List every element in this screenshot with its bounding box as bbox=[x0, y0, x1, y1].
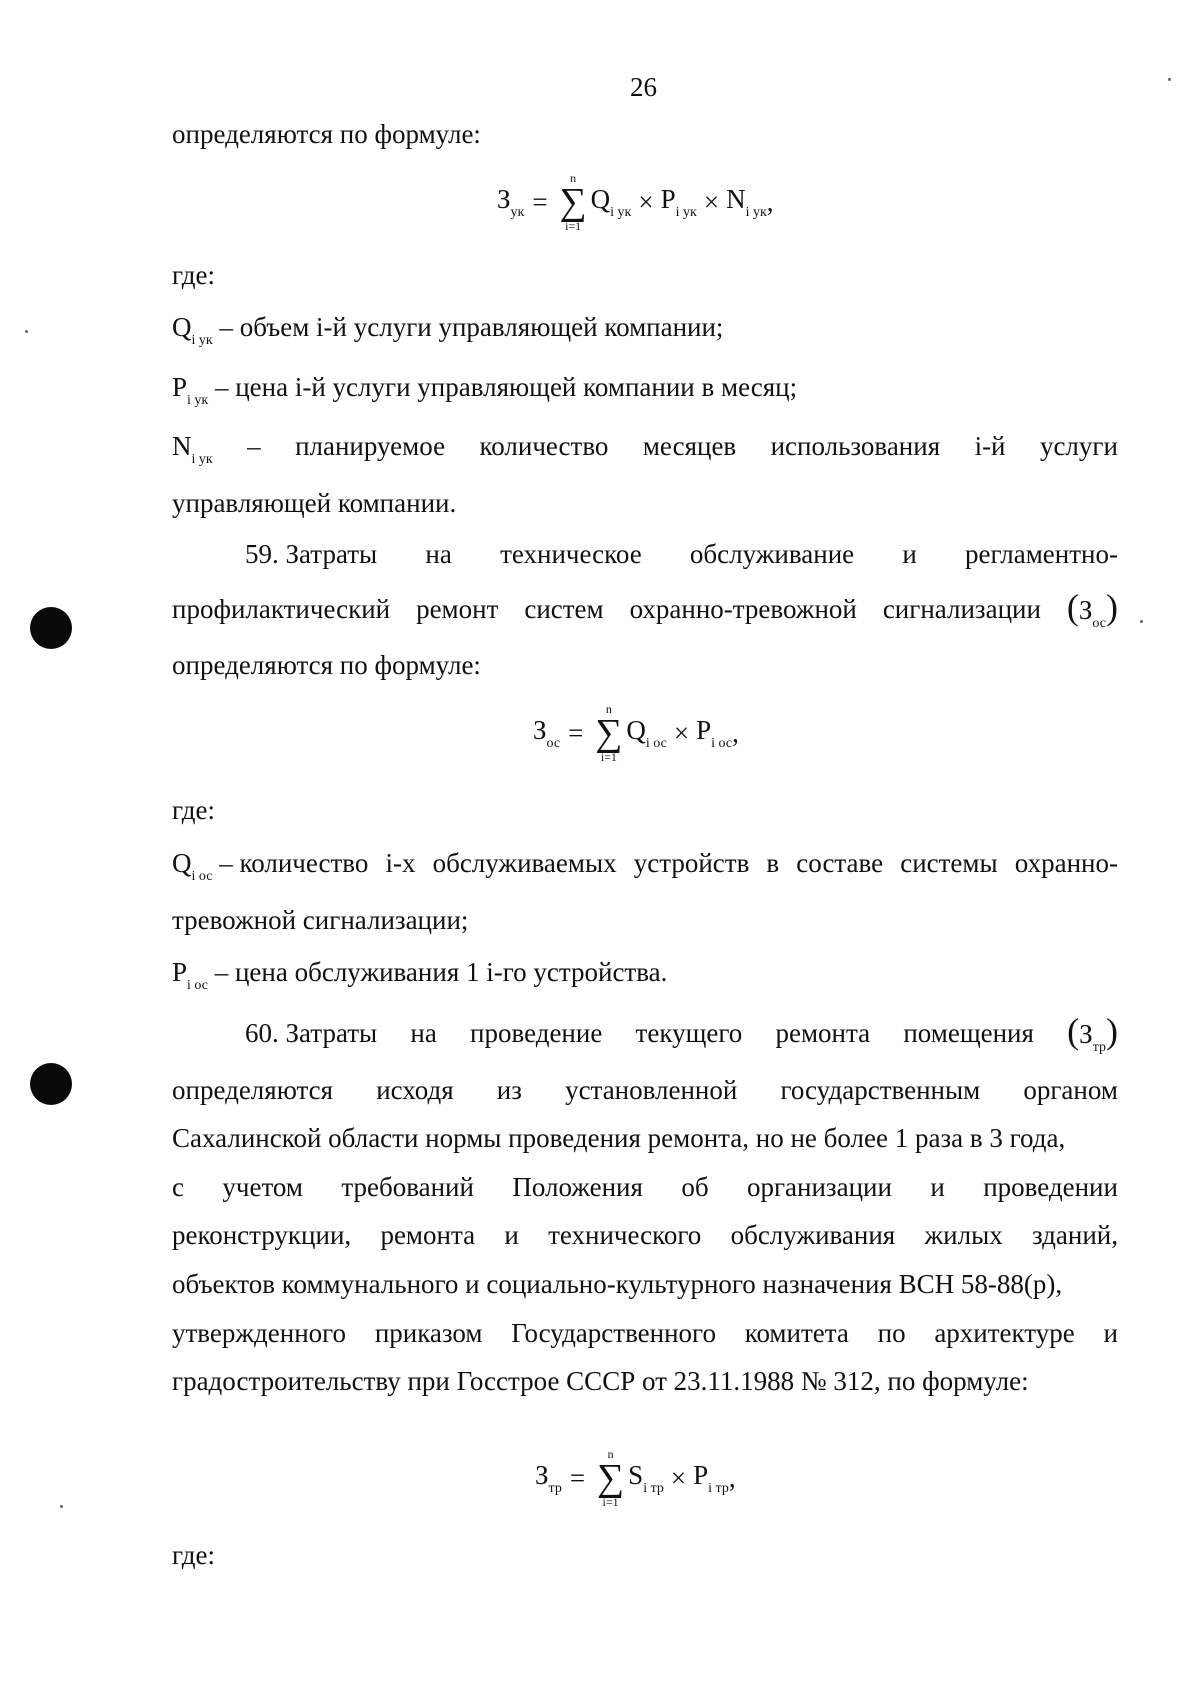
sum-operator: n ∑ i=1 bbox=[595, 702, 623, 764]
sum-operator: n ∑ i=1 bbox=[559, 171, 587, 233]
scan-speck bbox=[1168, 78, 1171, 81]
paragraph-60-line: с учетом требований Положения об организации и проведении bbox=[172, 1172, 1118, 1202]
equals-sign: = bbox=[568, 717, 584, 748]
scan-speck bbox=[1140, 620, 1143, 623]
term-p: $P_{i ос}$ bbox=[696, 714, 733, 751]
term-q: $Q_{i ук}$ bbox=[590, 183, 632, 220]
formula-end: , bbox=[766, 186, 774, 217]
times-sign: × bbox=[673, 717, 690, 748]
equals-sign: = bbox=[532, 186, 548, 217]
scan-speck bbox=[60, 1505, 63, 1508]
paragraph-59-line: определяются по формуле: bbox=[172, 650, 481, 680]
sum-operator: n ∑ i=1 bbox=[597, 1447, 625, 1509]
formula-end: , bbox=[728, 1462, 736, 1493]
formula-ztr bbox=[535, 1448, 736, 1508]
term-q: $Q_{i ос}$ bbox=[626, 714, 667, 751]
definition-line: $P_{i ук}$ – цена i-й услуги управляющей компании в месяц; bbox=[172, 372, 798, 408]
page-number: 26 bbox=[630, 72, 657, 102]
definition-line: $N_{i ук}$ – планируемое количество месяцев использования i-й услуги bbox=[172, 431, 1118, 467]
term-p: $P_{i тр}$ bbox=[693, 1459, 729, 1496]
scan-speck bbox=[25, 330, 28, 333]
definition-line: $Q_{i ук}$ – объем i-й услуги управляющей компании; bbox=[172, 312, 724, 348]
punch-hole-bottom bbox=[30, 1063, 72, 1105]
definition-line: $P_{i ос}$ – цена обслуживания 1 i-го устройства. bbox=[172, 957, 668, 993]
times-sign: × bbox=[638, 186, 654, 217]
definition-line: тревожной сигнализации; bbox=[172, 905, 469, 935]
where-label: где: bbox=[172, 1540, 215, 1570]
formula-lhs: $З_{ук}$ bbox=[497, 183, 525, 220]
where-label: где: bbox=[172, 795, 215, 825]
definition-line: управляющей компании. bbox=[172, 488, 457, 518]
where-label: где: bbox=[172, 260, 215, 290]
formula-lhs: $З_{ос}$ bbox=[533, 714, 561, 751]
term-p: $P_{i ук}$ bbox=[660, 183, 697, 220]
paragraph-60-line: определяются исходя из установленной государственным органом bbox=[172, 1075, 1118, 1105]
formula-lhs: $З_{тр}$ bbox=[535, 1459, 562, 1496]
paragraph-60-line: утвержденного приказом Государственного комитета по архитектуре и bbox=[172, 1318, 1118, 1348]
paragraph-59-line: профилактический ремонт систем охранно-тревожной сигнализации $(З_{ос})$ bbox=[172, 587, 1118, 631]
term-s: $S_{i тр}$ bbox=[628, 1459, 664, 1496]
formula-zuk bbox=[497, 172, 774, 232]
paragraph-60-line: градостроительству при Госстрое СССР от 23.11.1988 № 312, по формуле: bbox=[172, 1366, 1029, 1396]
definition-line: $Q_{i ос}$ – количество i-х обслуживаемых устройств в составе системы охранно- bbox=[172, 848, 1118, 884]
punch-hole-top bbox=[30, 607, 72, 649]
paragraph-60-line: Сахалинской области нормы проведения ремонта, но не более 1 раза в 3 года, bbox=[172, 1123, 1066, 1153]
term-n: $N_{i ук}$ bbox=[726, 183, 767, 220]
times-sign: × bbox=[703, 186, 720, 217]
equals-sign: = bbox=[569, 1462, 586, 1493]
paragraph-line: определяются по формуле: bbox=[172, 119, 481, 149]
paragraph-60-line: объектов коммунального и социально-культурного назначения ВСН 58-88(р), bbox=[172, 1269, 1063, 1299]
formula-zos bbox=[533, 703, 739, 763]
paragraph-60-line: реконструкции, ремонта и технического обслуживания жилых зданий, bbox=[172, 1220, 1118, 1250]
paragraph-60-line: 60. Затраты на проведение текущего ремонта помещения $(З_{тр})$ bbox=[245, 1011, 1118, 1055]
formula-end: , bbox=[732, 717, 739, 748]
paragraph-59-line: 59. Затраты на техническое обслуживание и регламентно- bbox=[245, 539, 1118, 569]
times-sign: × bbox=[670, 1462, 687, 1493]
